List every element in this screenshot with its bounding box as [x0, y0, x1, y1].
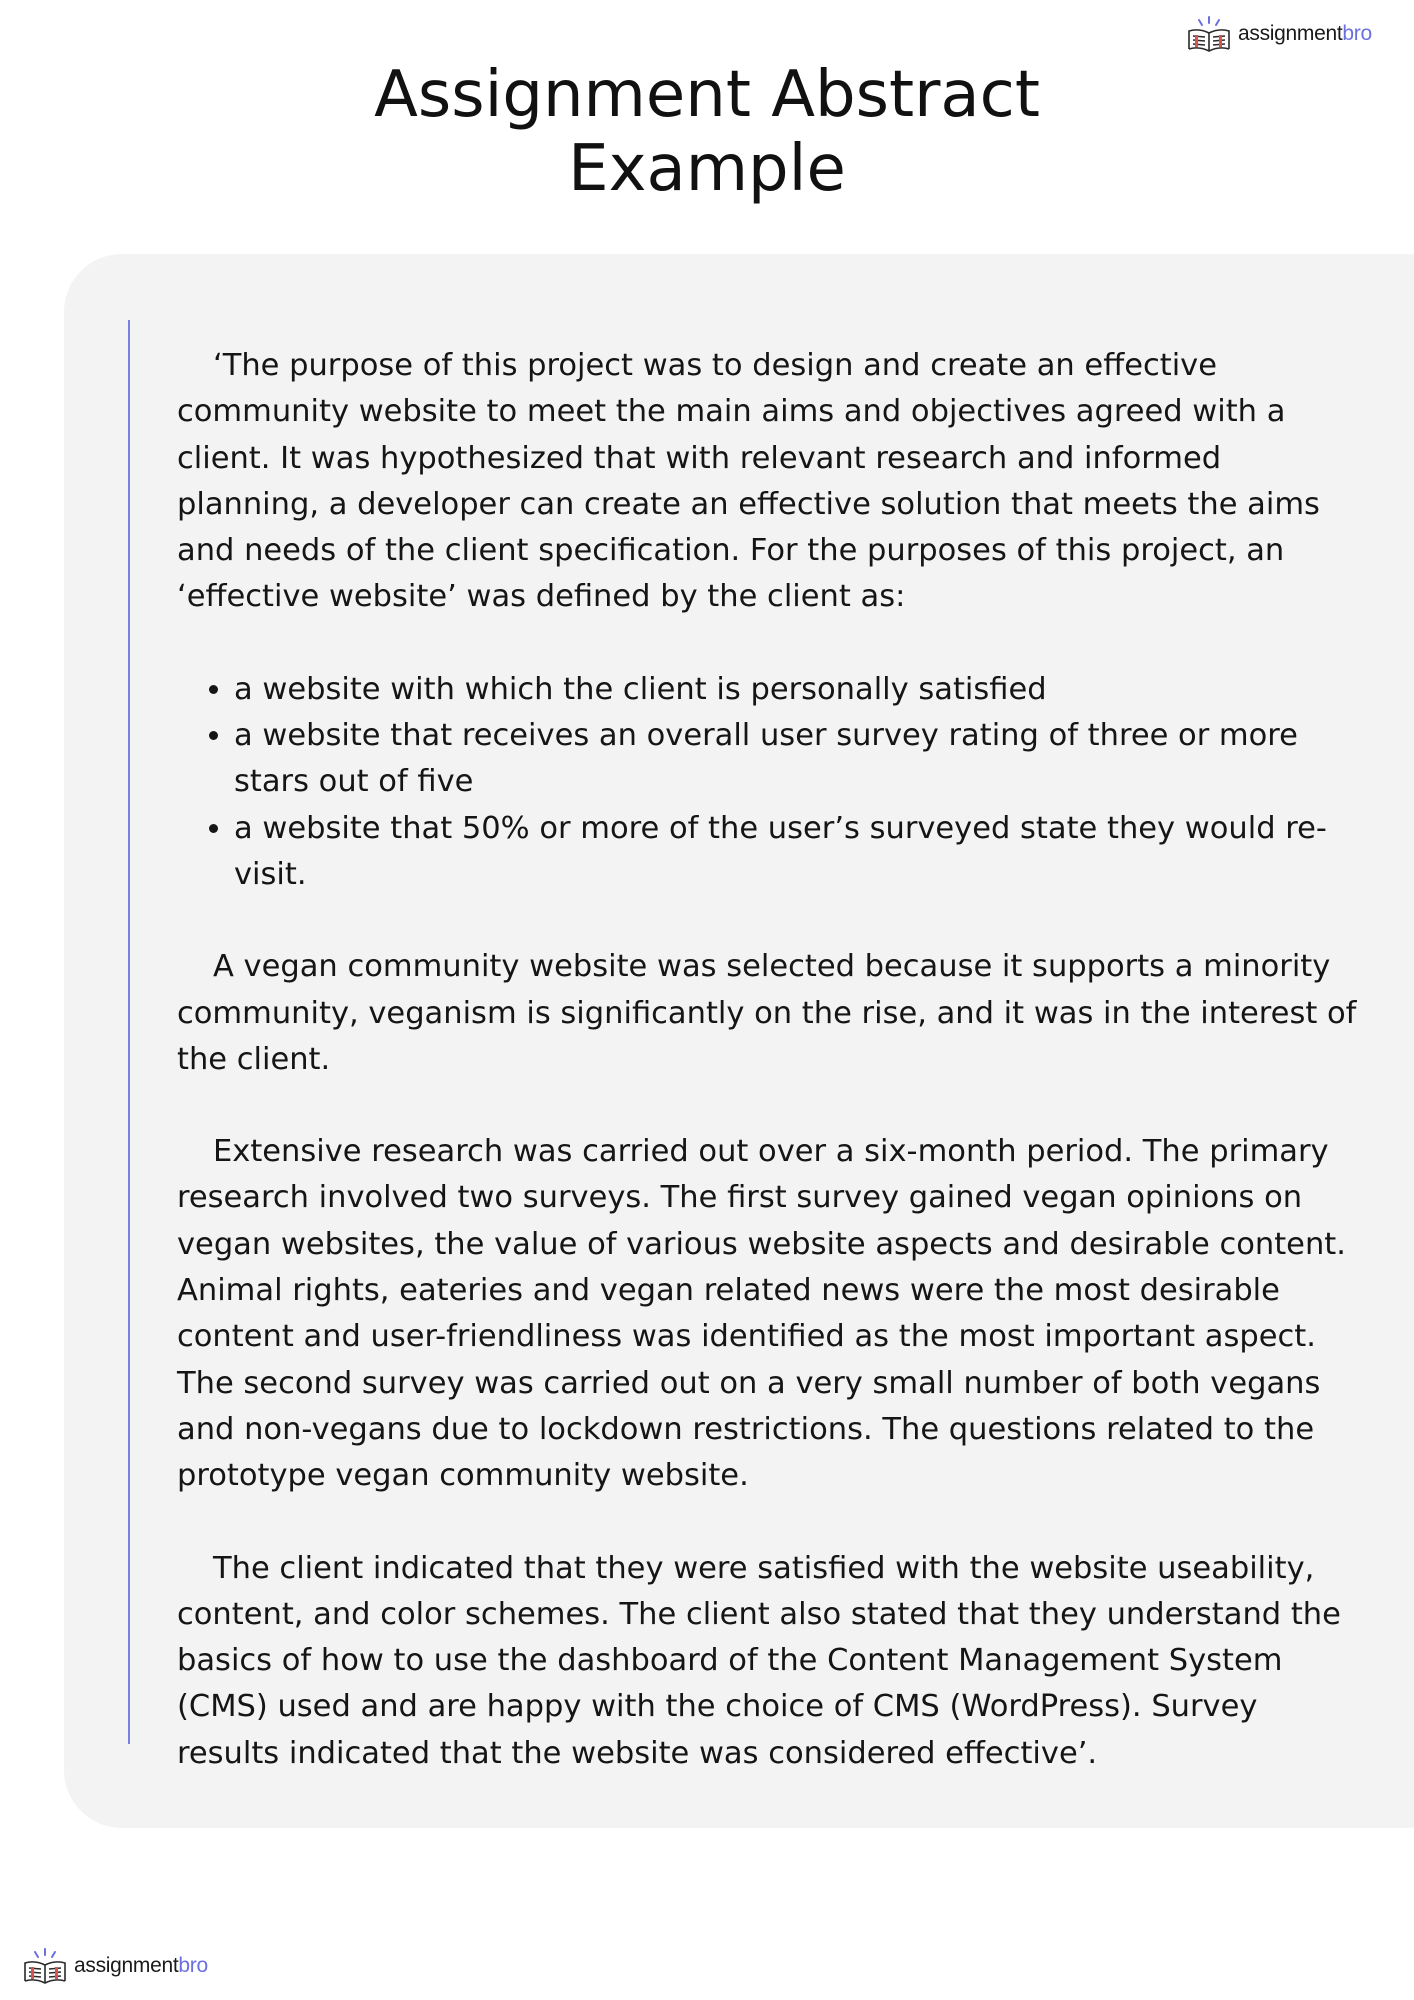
brand-logo-top[interactable] [1186, 14, 1372, 54]
conclusion-paragraph: The client indicated that they were satisfied with the website useability, content, and color schemes. The client also stated that they understand the basics of how to use the dashboard of the Content Management System (CMS) used and are happy with the choice of CMS (WordPress). Survey results indicated that the website was considered effective’. [177, 1550, 1341, 1771]
quote-accent-line [128, 320, 130, 1744]
abstract-intro-paragraph: ‘The purpose of this project was to design and create an effective community website to meet the main aims and objectives agreed with a client. It was hypothesized that with relevant research and informed planning, a developer can create an effective solution that meets the aims and needs of the client specification. For the purposes of this project, an ‘effective website’ was defined by the client as: [177, 348, 1320, 615]
page-title-line-1: Assignment Abstract [374, 58, 1040, 132]
brand-logo-bottom[interactable] [22, 1946, 208, 1986]
page-title [0, 58, 1414, 206]
brand-wordmark: assignmentbro [1238, 22, 1372, 45]
book-logo-icon [1186, 14, 1232, 54]
criteria-list-item: • a website with which the client is personally satisfied [234, 667, 1357, 713]
page-title-line-2: Example [568, 132, 846, 206]
criteria-list-item: • a website that receives an overall user survey rating of three or more stars out of five [234, 713, 1357, 806]
criteria-list-item: • a website that 50% or more of the user’s surveyed state they would re-visit. [234, 806, 1357, 899]
effectiveness-criteria-list [177, 667, 1357, 898]
selection-paragraph: A vegan community website was selected because it supports a minority community, veganism is significantly on the rise, and it was in the interest of the client. [177, 949, 1357, 1077]
research-paragraph: Extensive research was carried out over a six-month period. The primary research involved two surveys. The first survey gained vegan opinions on vegan websites, the value of various website aspects and desirable content. Animal rights, eateries and vegan related news were the most desirable content and user-friendliness was identified as the most important aspect. The second survey was carried out on a very small number of both vegans and non-vegans due to lockdown restrictions. The questions related to the prototype vegan community website. [177, 1134, 1346, 1494]
book-logo-icon [22, 1946, 68, 1986]
brand-wordmark: assignmentbro [74, 1954, 208, 1977]
abstract-body [177, 343, 1357, 1823]
